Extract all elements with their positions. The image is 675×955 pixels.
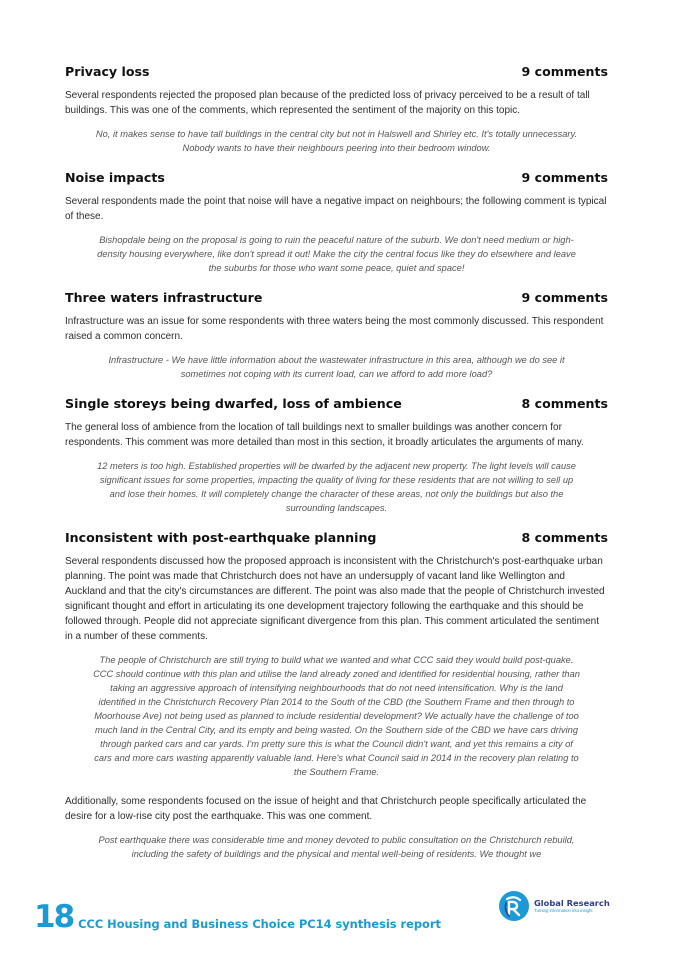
comment-count: 9 comments xyxy=(521,170,608,185)
respondent-quote: 12 meters is too high. Established properties will be dwarfed by the adjacent new property. The light levels will cause significant issues for some properties, impacting the quality of living for these residents that are not willing to sell up and lose their homes. It will completely change the character of these areas, not only the buildings but also the surrounding landscapes. xyxy=(97,461,576,513)
section-heading xyxy=(65,290,608,305)
section-title: Inconsistent with post-earthquake planning xyxy=(65,530,377,545)
respondent-quote: The people of Christchurch are still trying to build what we wanted and what CCC said they would build post-quake. CCC should continue with this plan and utilise the land already zoned and identified for residential housing, rather than taking an aggressive approach of intensifying neighbourhoods that do not need intensification. Why is the land identified in the Christchurch Recovery Plan 2014 to the South of the CBD (the Southern Frame and then through to Moorhouse Ave) not being used as planned to include residential development? We actually have the challenge of too much land in the Central City, and its empty and being wasted. On the Southern side of the CBD we have cars driving through parked cars and car yards. I'm pretty sure this is what the Council didn't want, and yet this remains a city of cars and more cars wasting apparently valuable land. Here's what Council said in 2014 in the recovery plan relating to the Southern Frame. xyxy=(93,655,580,777)
report-title: CCC Housing and Business Choice PC14 synthesis report xyxy=(78,917,441,931)
page-footer xyxy=(34,899,441,935)
section-heading xyxy=(65,64,608,79)
section-paragraph: Infrastructure was an issue for some respondents with three waters being the most commonly discussed. This respondent raised a common concern. xyxy=(65,316,604,342)
logo-text xyxy=(534,898,610,914)
section-title: Privacy loss xyxy=(65,64,150,79)
section-three-waters xyxy=(65,290,608,381)
section-paragraph: Several respondents rejected the proposed plan because of the predicted loss of privacy perceived to be a result of tall buildings. This was one of the comments, which represented the sentiment of the majority on this topic. xyxy=(65,90,590,116)
section-post-earthquake xyxy=(65,530,608,861)
respondent-quote: No, it makes sense to have tall buildings in the central city but not in Halswell and Shirley etc. It's totally unnecessary. Nobody wants to have their neighbours peering into their bedroom window. xyxy=(95,129,578,153)
page-number: 18 xyxy=(34,899,74,935)
section-paragraph: Several respondents made the point that noise will have a negative impact on neighbours; the following comment is typical of these. xyxy=(65,196,607,222)
section-title: Three waters infrastructure xyxy=(65,290,263,305)
section-paragraph: Several respondents discussed how the proposed approach is inconsistent with the Christchurch's post-earthquake urban planning. The point was made that Christchurch does not have an undersupply of vacant land like Wellington and Auckland and that the city's circumstances are different. The point was also made that the people of Christchurch invested significant thought and effort in articulating its one development trajectory following the earthquake and this should be followed through. People did not appreciate significant divergence from this plan. This comment articulated the sentiment in a number of these comments. xyxy=(65,556,605,642)
section-heading xyxy=(65,396,608,411)
document-body xyxy=(65,64,608,876)
respondent-quote: Bishopdale being on the proposal is going to ruin the peaceful nature of the suburb. We don't need medium or high-density housing everywhere, like don't spread it out! Make the city the central focus like they do elsewhere and leave the suburbs for those who want some peace, quiet and space! xyxy=(97,235,576,273)
respondent-quote-2: Post earthquake there was considerable time and money devoted to public consultation on the Christchurch rebuild, including the safety of buildings and the physical and mental well-being of residents. We thought we xyxy=(98,835,575,859)
section-paragraph-2: Additionally, some respondents focused on the issue of height and that Christchurch people specifically articulated the desire for a low-rise city post the earthquake. This was one comment. xyxy=(65,796,587,822)
section-heading xyxy=(65,170,608,185)
globe-logo-icon xyxy=(498,890,530,922)
section-single-storeys xyxy=(65,396,608,515)
global-research-logo xyxy=(498,890,610,922)
comment-count: 9 comments xyxy=(521,290,608,305)
section-privacy-loss xyxy=(65,64,608,155)
section-title: Noise impacts xyxy=(65,170,165,185)
section-title: Single storeys being dwarfed, loss of ambience xyxy=(65,396,402,411)
comment-count: 9 comments xyxy=(521,64,608,79)
logo-name: Global Research xyxy=(534,898,610,908)
section-heading xyxy=(65,530,608,545)
section-noise-impacts xyxy=(65,170,608,275)
logo-tagline: Turning information into insight xyxy=(534,908,593,913)
respondent-quote: Infrastructure - We have little information about the wastewater infrastructure in this area, although we do see it sometimes not coping with its current load, can we afford to add more load? xyxy=(108,355,565,379)
section-paragraph: The general loss of ambience from the location of tall buildings next to smaller buildings was another concern for respondents. This comment was more detailed than most in this section, it broadly articulates the arguments of many. xyxy=(65,422,584,448)
comment-count: 8 comments xyxy=(521,396,608,411)
comment-count: 8 comments xyxy=(521,530,608,545)
